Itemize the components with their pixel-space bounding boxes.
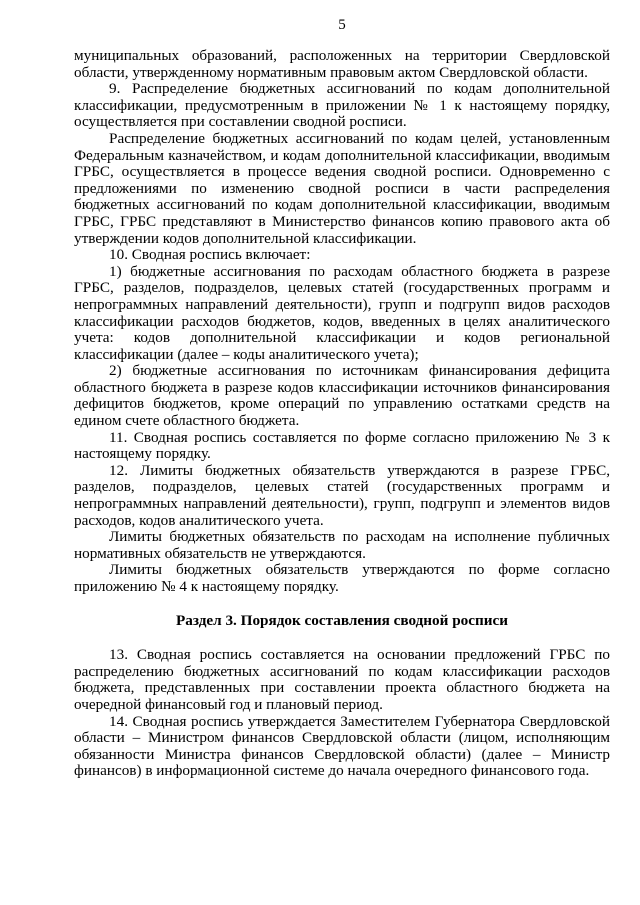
paragraph-item-9: 9. Распределение бюджетных ассигнований по кодам дополнительной классификации, предусмотренным в приложении № 1 к настоящему порядку, осуществляется при составлении сводной росписи. <box>74 80 610 131</box>
page-number: 5 <box>338 17 346 33</box>
section-heading: Раздел 3. Порядок составления сводной росписи <box>176 611 508 629</box>
paragraph-subitem-1: 1) бюджетные ассигнования по расходам областного бюджета в разрезе ГРБС, разделов, подразделов, целевых статей (государственных программ и непрограммных направлений деятельности), групп и подгрупп видов расходов классификации расходов бюджетов, кодов, введенных в целях аналитического учета: кодов дополнительной классификации и кодов региональной классификации (далее – коды аналитического учета); <box>74 262 610 363</box>
paragraph-distribution: Распределение бюджетных ассигнований по кодам целей, установленным Федеральным казначейством, и кодам дополнительной классификации, вводимым ГРБС, осуществляется в процессе ведения сводной росписи. Одновременно с предложениями по изменению сводной росписи в части распределения бюджетных ассигнований по кодам дополнительной классификации, вводимым ГРБС, ГРБС представляют в Министерство финансов копию правового акта об утверждении кодов дополнительной классификации. <box>74 129 610 247</box>
paragraph-limits-form: Лимиты бюджетных обязательств утверждаются по форме согласно приложению № 4 к настоящему порядку. <box>74 561 610 595</box>
document-body <box>74 48 610 780</box>
document-page <box>74 14 610 780</box>
paragraph-limits-public: Лимиты бюджетных обязательств по расходам на исполнение публичных нормативных обязательств не утверждаются. <box>74 528 610 562</box>
paragraph-item-10: 10. Сводная роспись включает: <box>109 246 311 264</box>
paragraph-continuation: муниципальных образований, расположенных на территории Свердловской области, утвержденному нормативным правовым актом Свердловской области. <box>74 47 610 81</box>
paragraph-item-11: 11. Сводная роспись составляется по форме согласно приложению № 3 к настоящему порядку. <box>74 428 610 463</box>
paragraph-subitem-2: 2) бюджетные ассигнования по источникам финансирования дефицита областного бюджета в разрезе кодов классификации источников финансирования дефицитов бюджетов, кроме операций по управлению остатками средств на едином счете областного бюджета. <box>74 362 610 430</box>
paragraph-item-13: 13. Сводная роспись составляется на основании предложений ГРБС по распределению бюджетных ассигнований по кодам классификации расходов бюджета, представленных при составлении проекта областного бюджета на очередной финансовый год и плановый период. <box>74 646 610 713</box>
paragraph-item-12: 12. Лимиты бюджетных обязательств утверждаются в разрезе ГРБС, разделов, подразделов, целевых статей (государственных программ и непрограммных направлений деятельности), групп, подгрупп и элементов видов расходов, кодов аналитического учета. <box>74 461 610 529</box>
paragraph-item-14: 14. Сводная роспись утверждается Заместителем Губернатора Свердловской области – Министром финансов Свердловской области (лицом, исполняющим обязанности Министра финансов Свердловской области) (далее – Министр финансов) в информационной системе до начала очередного финансового года. <box>74 712 610 780</box>
